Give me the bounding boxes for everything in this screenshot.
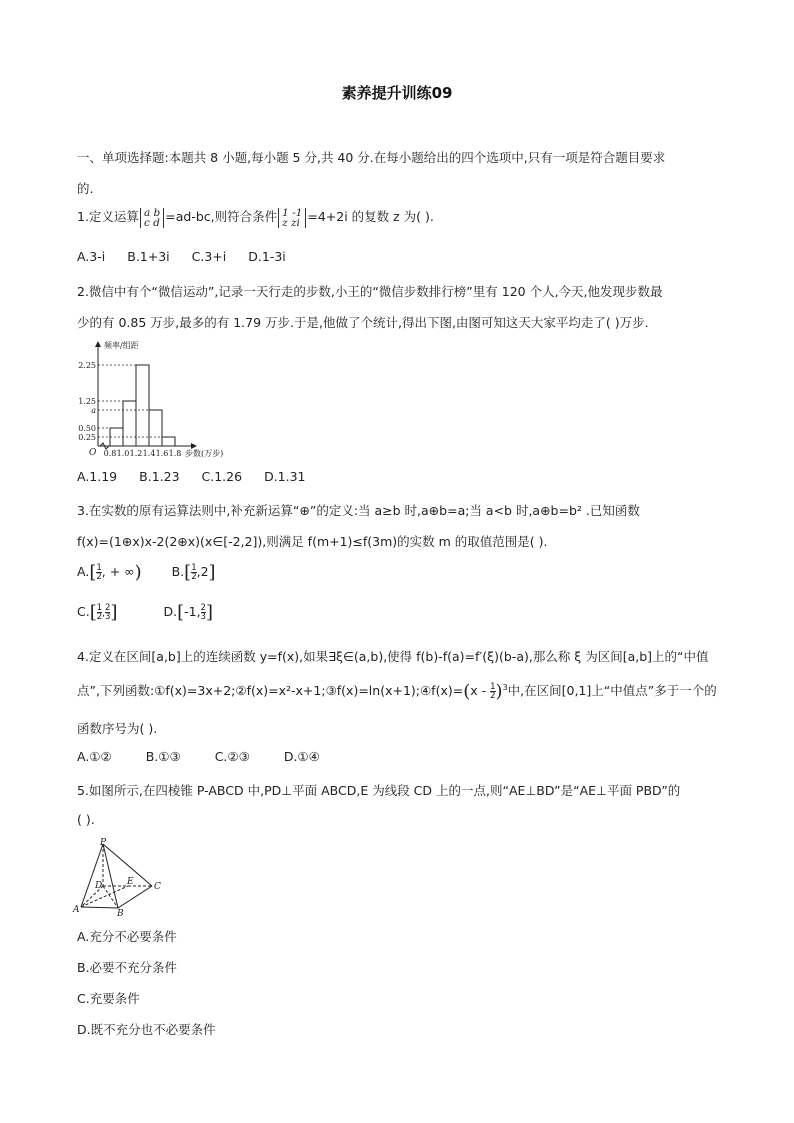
vertex-label-p: P <box>100 838 107 848</box>
edge-pb <box>103 844 118 908</box>
q1-determinant-1 <box>140 208 164 228</box>
q3-option-c[interactable]: C.[ $\frac{1}{2}$ , $\frac{2}{3}$ ] <box>77 602 118 623</box>
histogram-bar <box>136 365 149 446</box>
q3-option-d-left: -1, <box>184 604 201 619</box>
edge-ab <box>81 907 118 908</box>
q3-option-a-rest: , + ∞ <box>101 564 135 579</box>
q5-option-b[interactable]: B.必要不充分条件 <box>77 960 178 975</box>
origin-label: O <box>89 448 97 458</box>
q3-option-b[interactable]: B.[ $\frac{1}{2}$ ,2] <box>171 562 216 583</box>
q3-option-a-label: A. <box>77 564 90 579</box>
q5-option-a[interactable]: A.充分不必要条件 <box>77 929 177 944</box>
q4-line2-pre: 点”,下列函数:①f(x)=3x+2;②f(x)=x²-x+1;③f(x)=ln(x+1);④f(x)= <box>77 683 464 698</box>
x-tick-label: 1.2 <box>129 449 143 458</box>
q1-prefix: 1.定义运算 <box>77 209 139 224</box>
frac-den: 2 <box>96 612 103 622</box>
q5-option-d[interactable]: D.既不充分也不必要条件 <box>77 1022 216 1037</box>
q4-line2-inner: x - <box>470 683 491 698</box>
q1-mid: =ad-bc,则符合条件 <box>165 209 278 224</box>
q1-det1-row1: a b <box>143 206 161 219</box>
question-2-line1: 2.微信中有个“微信运动”,记录一天行走的步数,小王的“微信步数排行榜”里有 120 个人,今天,他发现步数最 <box>77 284 663 299</box>
q3-option-d-label: D. <box>163 604 178 619</box>
vertex-label-c: C <box>154 882 161 892</box>
q1-det2-row2: z zi <box>282 216 300 229</box>
q1-det1-row2: c d <box>143 216 160 229</box>
page-title: 素养提升训练09 <box>341 84 453 102</box>
x-axis-label: 步数(万步) <box>185 449 224 458</box>
x-tick-label: 0.8 <box>103 449 117 458</box>
q1-option-c[interactable]: C.3+i <box>191 249 227 264</box>
frac-num: 2 <box>200 603 206 613</box>
frac-num: 1 <box>490 682 496 692</box>
q3-option-b-label: B. <box>171 564 185 579</box>
histogram-chart <box>72 338 287 460</box>
frac-num: 2 <box>105 603 111 613</box>
y-tick-label: 2.25 <box>78 361 96 370</box>
frac-den: 2 <box>490 691 496 701</box>
q4-option-a[interactable]: A.①② <box>77 749 112 764</box>
q2-option-d[interactable]: D.1.31 <box>264 469 306 484</box>
question-3-line2: f(x)=(1⊕x)x-2(2⊕x)(x∈[-2,2]),则满足 f(m+1)≤f(3m)的实数 m 的取值范围是( ). <box>77 534 548 549</box>
q3-option-c-label: C. <box>77 604 90 619</box>
histogram-bar <box>162 437 175 446</box>
q1-option-b[interactable]: B.1+3i <box>127 249 170 264</box>
q1-options <box>77 249 308 264</box>
q4-options <box>77 749 342 764</box>
q4-line2-post: 中,在区间[0,1]上“中值点”多于一个的 <box>507 683 717 698</box>
edge-bc <box>118 886 152 908</box>
q5-option-c[interactable]: C.充要条件 <box>77 991 140 1006</box>
histogram-marks <box>78 340 223 458</box>
q2-option-a[interactable]: A.1.19 <box>77 469 118 484</box>
section-heading: 一、单项选择题:本题共 8 小题,每小题 5 分,共 40 分.在每小题给出的四个选项中,只有一项是符合题目要求 <box>77 150 666 165</box>
y-tick-label: 1.25 <box>78 397 96 406</box>
x-tick-label: 1.8 <box>168 449 182 458</box>
q1-determinant-2 <box>278 208 306 228</box>
frac-den: 2 <box>191 572 197 582</box>
question-4-line3: 函数序号为( ). <box>77 721 158 736</box>
q4-option-c[interactable]: C.②③ <box>214 749 250 764</box>
frac-num: 1 <box>96 603 103 613</box>
q2-options <box>77 469 328 484</box>
frac-num: 1 <box>96 563 102 573</box>
question-2-line2: 少的有 0.85 万步,最多的有 1.79 万步.于是,他做了个统计,得出下图,由图可知这天大家平均走了( )万步. <box>77 315 649 330</box>
q3-option-b-rest: ,2 <box>196 564 209 579</box>
q3-option-a[interactable]: A.[ $\frac{1}{2}$ , + ∞) <box>77 562 142 583</box>
vertex-label-e: E <box>127 877 134 887</box>
q1-option-d[interactable]: D.1-3i <box>248 249 286 264</box>
y-axis-arrow <box>95 341 101 347</box>
frac-den: 3 <box>105 612 111 622</box>
q1-option-a[interactable]: A.3-i <box>77 249 106 264</box>
question-1 <box>77 207 434 228</box>
q1-det2-row1: 1 -1 <box>282 206 303 219</box>
x-tick-label: 1.4 <box>142 449 156 458</box>
frac-num: 1 <box>191 563 197 573</box>
question-4-line1: 4.定义在区间[a,b]上的连续函数 y=f(x),如果∃ξ∈(a,b),使得 f(b)-f(a)=f′(ξ)(b-a),那么称 ξ 为区间[a,b]上的“中值 <box>77 649 709 664</box>
y-tick-label: a <box>91 406 96 415</box>
q3-options-row2 <box>77 602 213 623</box>
question-5-line1: 5.如图所示,在四棱锥 P-ABCD 中,PD⊥平面 ABCD,E 为线段 CD 上的一点,则“AE⊥BD”是“AE⊥平面 PBD”的 <box>77 783 681 798</box>
histogram-bar <box>149 410 162 446</box>
x-tick-label: 1.6 <box>155 449 169 458</box>
histogram-bar <box>123 401 136 446</box>
q1-suffix: =4+2i 的复数 z 为( ). <box>307 209 434 224</box>
edge-pa <box>81 844 103 907</box>
q4-option-b[interactable]: B.①③ <box>145 749 181 764</box>
y-tick-label: 0.50 <box>78 424 96 433</box>
y-tick-label: 0.25 <box>78 433 96 442</box>
pyramid-figure <box>72 836 172 918</box>
q4-option-d[interactable]: D.①④ <box>283 749 320 764</box>
q2-option-b[interactable]: B.1.23 <box>139 469 180 484</box>
x-tick-label: 1.0 <box>116 449 130 458</box>
vertex-label-a: A <box>73 905 80 915</box>
q3-option-d[interactable]: D.[-1, $\frac{2}{3}$ ] <box>163 602 213 623</box>
edge-ae <box>81 886 128 907</box>
frac-den: 3 <box>200 612 206 622</box>
vertex-label-b: B <box>117 909 124 918</box>
q4-power: 3 <box>502 682 508 692</box>
q2-option-c[interactable]: C.1.26 <box>201 469 243 484</box>
frac-den: 2 <box>96 572 102 582</box>
q3-options-row1 <box>77 562 216 583</box>
y-axis-label: 频率/组距 <box>104 341 139 350</box>
question-3-line1: 3.在实数的原有运算法则中,补充新运算“⊕”的定义:当 a≥b 时,a⊕b=a;当 a<b 时,a⊕b=b² .已知函数 <box>77 503 640 518</box>
vertex-label-d: D <box>95 881 103 891</box>
question-5-line2: ( ). <box>77 812 95 827</box>
section-heading-cont: 的. <box>77 181 94 196</box>
question-4-line2: 点”,下列函数:①f(x)=3x+2;②f(x)=x²-x+1;③f(x)=ln(x+1);④f(x)=(x - $\frac{1}{2}$ )$^3$中,在区间[0,1]上“中值点”多于一个的 <box>77 681 717 702</box>
